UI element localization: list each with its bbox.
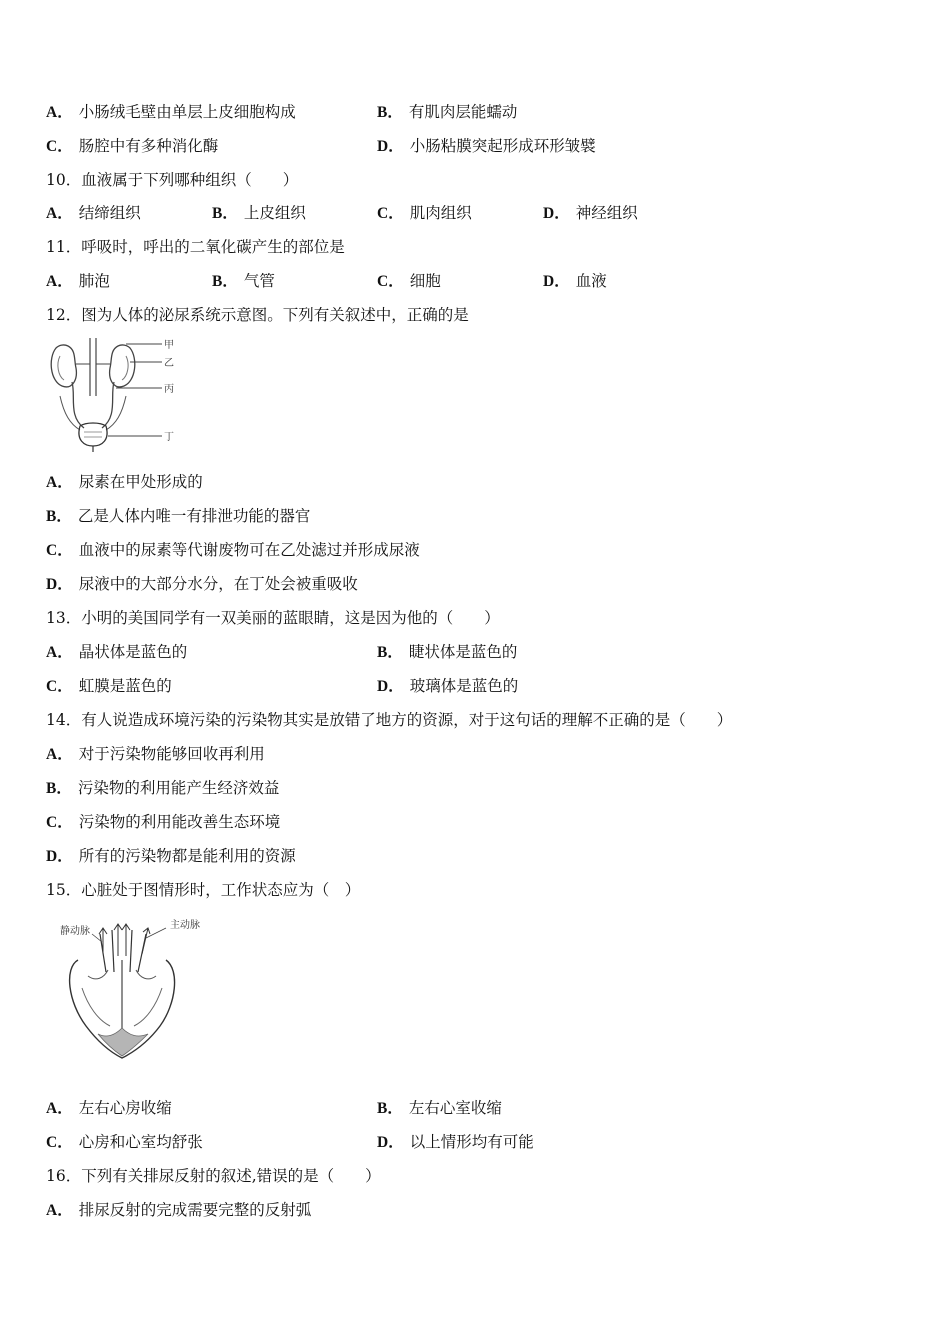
q11-option-d: D． 血液 xyxy=(543,272,607,290)
q16-stem: 16．下列有关排尿反射的叙述,错误的是（ ） xyxy=(46,1167,381,1185)
q9-option-b: B． 有肌肉层能蠕动 xyxy=(377,103,518,121)
q14-option-b: B． 污染物的利用能产生经济效益 xyxy=(46,779,280,797)
q12-option-d: D． 尿液中的大部分水分，在丁处会被重吸收 xyxy=(46,575,358,593)
label-yi: 乙 xyxy=(164,358,174,369)
q10-option-c: C． 肌肉组织 xyxy=(377,204,472,222)
q14-option-d: D． 所有的污染物都是能利用的资源 xyxy=(46,847,296,865)
label-ding: 丁 xyxy=(164,432,174,443)
q15-option-b: B． 左右心室收缩 xyxy=(377,1099,502,1117)
q15-option-a: A． 左右心房收缩 xyxy=(46,1099,172,1117)
q9-option-a: A． 小肠绒毛壁由单层上皮细胞构成 xyxy=(46,103,296,121)
heart-figure xyxy=(58,916,208,1062)
label-vein: 静动脉 xyxy=(60,926,90,937)
label-bing: 丙 xyxy=(164,384,174,395)
q15-option-c: C． 心房和心室均舒张 xyxy=(46,1133,203,1151)
q12-option-c: C． 血液中的尿素等代谢废物可在乙处滤过并形成尿液 xyxy=(46,541,420,559)
q15-stem: 15．心脏处于图情形时，工作状态应为（ ） xyxy=(46,881,361,899)
q12-stem: 12．图为人体的泌尿系统示意图。下列有关叙述中，正确的是 xyxy=(46,306,469,324)
q11-stem: 11．呼吸时，呼出的二氧化碳产生的部位是 xyxy=(46,238,345,256)
q11-option-b: B． 气管 xyxy=(212,272,275,290)
q13-option-c: C． 虹膜是蓝色的 xyxy=(46,677,172,695)
q9-option-c: C． 肠腔中有多种消化酶 xyxy=(46,137,219,155)
q14-option-a: A． 对于污染物能够回收再利用 xyxy=(46,745,265,763)
q16-option-a: A． 排尿反射的完成需要完整的反射弧 xyxy=(46,1201,312,1219)
q13-stem: 13．小明的美国同学有一双美丽的蓝眼睛，这是因为他的（ ） xyxy=(46,609,500,627)
label-jia: 甲 xyxy=(164,340,174,351)
q14-stem: 14．有人说造成环境污染的污染物其实是放错了地方的资源，对于这句话的理解不正确的是（ ） xyxy=(46,711,733,729)
q14-option-c: C． 污染物的利用能改善生态环境 xyxy=(46,813,281,831)
q13-option-a: A． 晶状体是蓝色的 xyxy=(46,643,188,661)
q10-option-a: A． 结缔组织 xyxy=(46,204,141,222)
q13-option-b: B． 睫状体是蓝色的 xyxy=(377,643,518,661)
q15-option-d: D． 以上情形均有可能 xyxy=(377,1133,534,1151)
q12-option-a: A． 尿素在甲处形成的 xyxy=(46,473,203,491)
q10-option-d: D． 神经组织 xyxy=(543,204,638,222)
q11-option-a: A． 肺泡 xyxy=(46,272,110,290)
q9-option-d: D． 小肠粘膜突起形成环形皱襞 xyxy=(377,137,596,155)
q11-option-c: C． 细胞 xyxy=(377,272,441,290)
label-aorta: 主动脉 xyxy=(170,920,200,931)
urinary-system-figure xyxy=(46,336,196,454)
q10-stem: 10．血液属于下列哪种组织（ ） xyxy=(46,171,299,189)
q12-option-b: B． 乙是人体内唯一有排泄功能的器官 xyxy=(46,507,311,525)
q10-option-b: B． 上皮组织 xyxy=(212,204,306,222)
q13-option-d: D． 玻璃体是蓝色的 xyxy=(377,677,519,695)
